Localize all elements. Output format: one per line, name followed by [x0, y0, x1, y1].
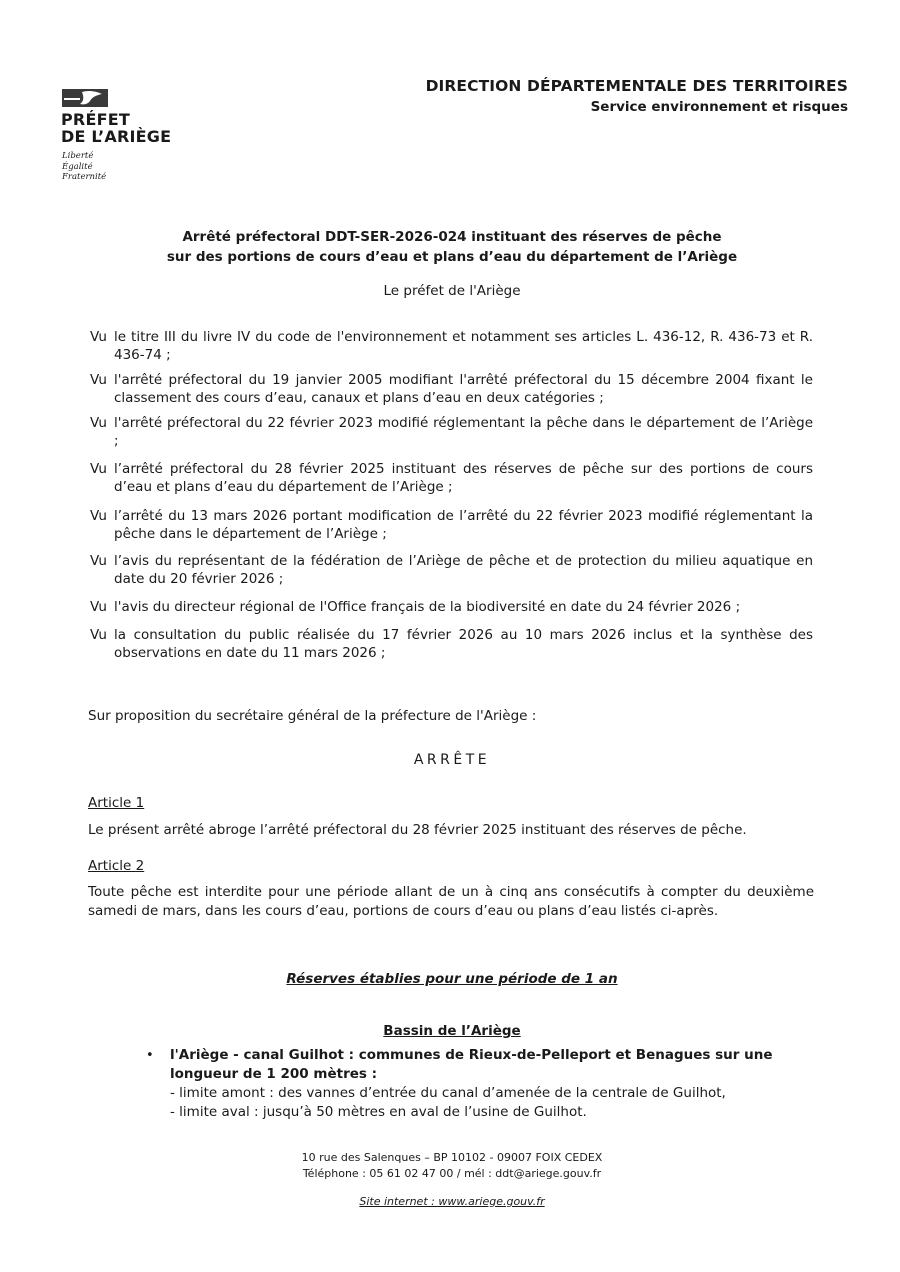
vu-text: l'arrêté préfectoral du 22 février 2023 modifié réglementant la pêche dans le département de l’Ariège ;: [114, 415, 813, 449]
prefet-logo-title: [61, 111, 171, 145]
vu-text: l’arrêté préfectoral du 28 février 2025 instituant des réserves de pêche sur des portions de cours d’eau et plans d’eau du département de l’Ariège ;: [114, 461, 813, 495]
prefet-line: Le préfet de l'Ariège: [383, 283, 521, 299]
reserve-location: l'Ariège - canal Guilhot : communes de Rieux-de-Pelleport et Benagues sur une longueur de 1 200 mètres :: [170, 1047, 773, 1082]
footer-website-link[interactable]: Site internet : www.ariege.gouv.fr: [359, 1195, 545, 1208]
vu-item: [88, 371, 813, 407]
vu-item: [88, 626, 813, 662]
motto-fraternite: Fraternité: [62, 172, 107, 182]
title-line1: Arrêté préfectoral DDT-SER-2026-024 instituant des réserves de pêche: [182, 229, 722, 245]
direction-name: DIRECTION DÉPARTEMENTALE DES TERRITOIRES: [425, 77, 848, 95]
vu-text: l'avis du directeur régional de l'Office français de la biodiversité en date du 24 février 2026 ;: [114, 599, 741, 615]
vu-label: Vu: [90, 553, 107, 569]
motto-liberte: Liberté: [62, 151, 94, 161]
vu-text: l’avis du représentant de la fédération de l’Ariège de pêche et de protection du milieu aquatique en date du 20 février 2026 ;: [114, 553, 813, 587]
footer-contact-line: Téléphone : 05 61 02 47 00 / mél : ddt@ariege.gouv.fr: [302, 1166, 602, 1180]
footer-address: [88, 1150, 816, 1181]
bassin-title: Bassin de l’Ariège: [383, 1023, 521, 1039]
arrete-heading: ARRÊTE: [413, 752, 491, 768]
vu-text: le titre III du livre IV du code de l'environnement et notamment ses articles L. 436-12, R. 436-73 et R. 436-74 ;: [114, 329, 813, 363]
direction-header: [426, 76, 848, 118]
vu-label: Vu: [90, 372, 107, 388]
vu-item: [88, 598, 813, 616]
vu-text: l'arrêté préfectoral du 19 janvier 2005 modifiant l'arrêté préfectoral du 15 décembre 2004 fixant le classement des cours d’eau, canaux et plans d’eau en deux catégories ;: [114, 372, 813, 406]
reserve-limit-aval: - limite aval : jusqu’à 50 mètres en aval de l’usine de Guilhot.: [170, 1104, 587, 1120]
vu-label: Vu: [90, 415, 107, 431]
article-2-text: Toute pêche est interdite pour une période allant de un à cinq ans consécutifs à compter du deuxième samedi de mars, dans les cours d’eau, portions de cours d’eau ou plans d’eau listés ci-après.: [88, 884, 814, 919]
vu-item: [88, 507, 813, 543]
vu-label: Vu: [90, 508, 107, 524]
vu-label: Vu: [90, 461, 107, 477]
reserve-limit-amont: - limite amont : des vannes d’entrée du canal d’amenée de la centrale de Guilhot,: [170, 1085, 726, 1101]
vu-text: l’arrêté du 13 mars 2026 portant modification de l’arrêté du 22 février 2023 modifié réglementant la pêche dans le département de l’Ariège ;: [114, 508, 813, 542]
title-line2: sur des portions de cours d’eau et plans d’eau du département de l’Ariège: [166, 248, 738, 265]
vu-label: Vu: [90, 599, 107, 615]
logo-title-line1: PRÉFET: [61, 110, 130, 129]
marianne-logo-icon: [62, 89, 108, 107]
footer-address-line: 10 rue des Salenques – BP 10102 - 09007 FOIX CEDEX: [301, 1151, 603, 1164]
vu-text: la consultation du public réalisée du 17 février 2026 au 10 mars 2026 inclus et la synthèse des observations en date du 11 mars 2026 ;: [114, 627, 813, 661]
service-name: Service environnement et risques: [590, 99, 848, 115]
vu-label: Vu: [90, 329, 107, 345]
document-title: [88, 228, 816, 267]
motto-egalite: Égalité: [62, 161, 93, 172]
vu-item: [88, 414, 813, 450]
article-2-heading: Article 2: [88, 858, 145, 874]
vu-item: [88, 552, 813, 588]
vu-item: [88, 328, 813, 364]
reserves-title: Réserves établies pour une période de 1 an: [286, 971, 618, 987]
article-1-text: Le présent arrêté abroge l’arrêté préfectoral du 28 février 2025 instituant des réserves de pêche.: [88, 822, 747, 838]
logo-title-line2: DE L’ARIÈGE: [61, 127, 172, 146]
article-1-heading: Article 1: [88, 795, 145, 811]
bullet-icon: •: [146, 1048, 154, 1063]
reserve-list-item: [170, 1046, 815, 1122]
vu-label: Vu: [90, 627, 107, 643]
proposition-text: Sur proposition du secrétaire général de la préfecture de l'Ariège :: [88, 708, 537, 724]
republic-motto: [62, 151, 106, 183]
vu-item: [88, 460, 813, 496]
